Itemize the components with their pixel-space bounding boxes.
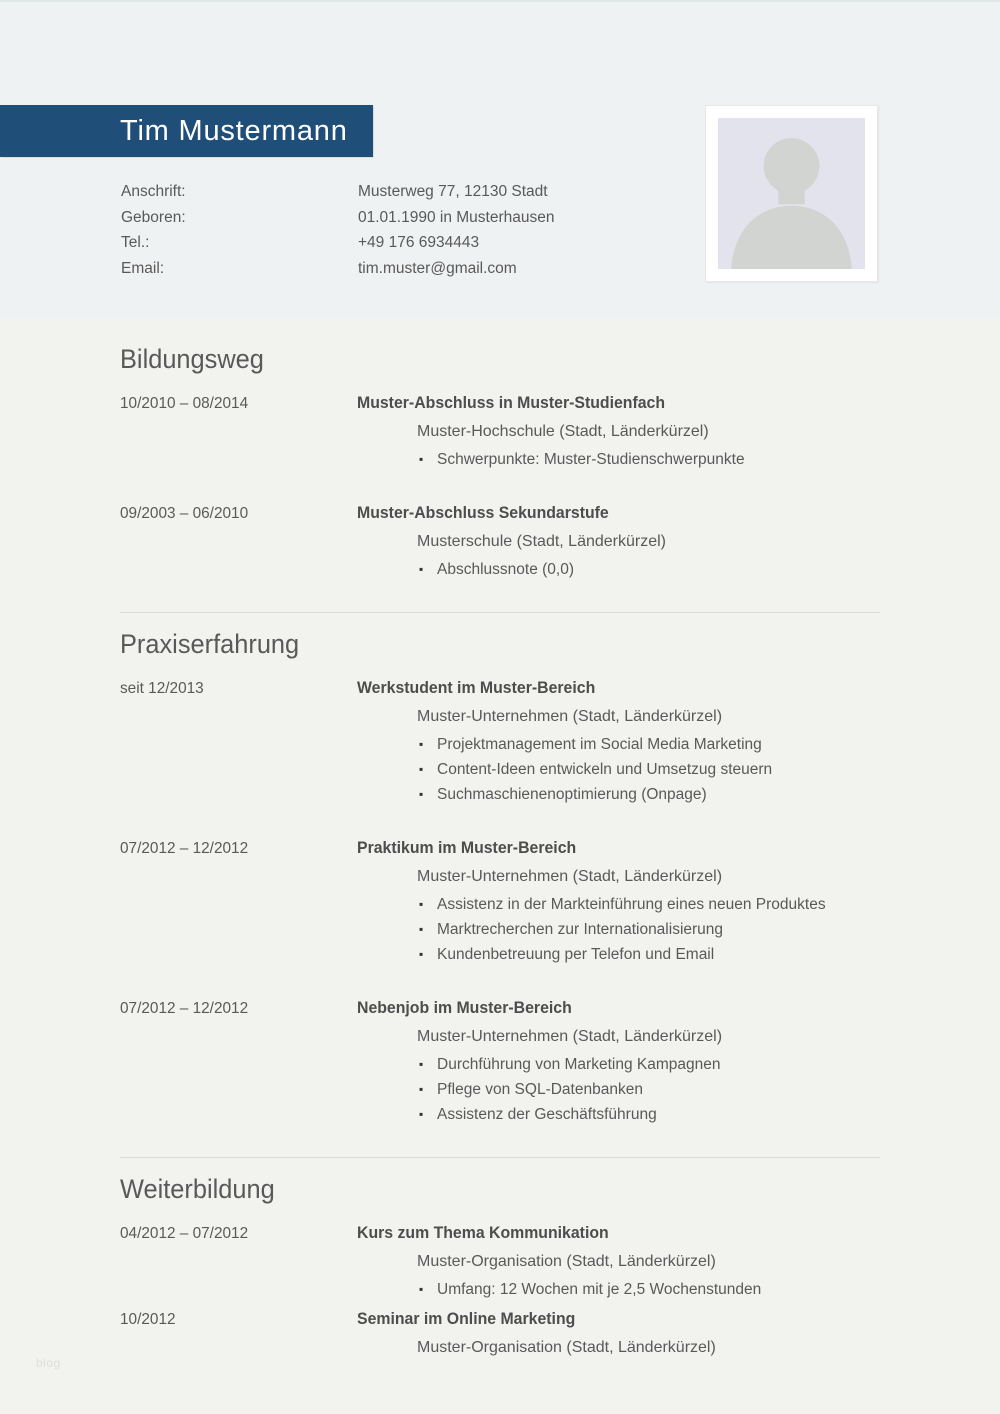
entry-bullet: ▪ Suchmaschienenoptimierung (Onpage) <box>419 782 880 807</box>
entry-title: Muster-Abschluss in Muster-Studienfach <box>357 394 666 412</box>
section-praxiserfahrung <box>0 625 1000 1127</box>
entry-bullet: ▪ Durchführung von Marketing Kampagnen <box>419 1052 880 1077</box>
section-divider <box>120 612 880 613</box>
section-divider <box>120 1157 880 1158</box>
profile-photo-placeholder <box>718 118 865 269</box>
entry-bullet: ▪ Kundenbetreuung per Telefon und Email <box>419 942 880 967</box>
contact-block <box>121 179 554 281</box>
watermark-text: blog <box>36 1356 61 1370</box>
contact-label: Email: <box>121 259 165 277</box>
entry-bullet-list <box>419 557 880 582</box>
cv-entry <box>120 1222 880 1302</box>
contact-row-email <box>121 256 554 282</box>
entry-organization: Muster-Unternehmen (Stadt, Länderkürzel) <box>417 868 723 885</box>
section-title: Praxiserfahrung <box>120 629 300 659</box>
entry-body <box>357 1222 880 1302</box>
entry-bullet: ▪ Schwerpunkte: Muster-Studienschwerpunkte <box>419 447 880 472</box>
contact-label: Geboren: <box>121 208 186 226</box>
entry-organization: Muster-Organisation (Stadt, Länderkürzel) <box>417 1253 716 1270</box>
entry-bullet: ▪ Marktrecherchen zur Internationalisierung <box>419 917 880 942</box>
entry-body <box>357 837 880 967</box>
entry-date: 04/2012 – 07/2012 <box>120 1225 249 1242</box>
entry-bullet: ▪ Assistenz der Geschäftsführung <box>419 1102 880 1127</box>
entry-title: Praktikum im Muster-Bereich <box>357 839 577 857</box>
entry-date: 10/2010 – 08/2014 <box>120 395 249 412</box>
entry-body <box>357 677 880 807</box>
entry-date: 09/2003 – 06/2010 <box>120 505 249 522</box>
entry-body <box>357 392 880 472</box>
contact-row-birth <box>121 205 554 231</box>
person-name: Tim Mustermann <box>120 114 348 147</box>
contact-label: Tel.: <box>121 234 150 251</box>
entry-bullet: ▪ Content-Ideen entwickeln und Umsetzug steuern <box>419 757 880 782</box>
entry-bullet-list <box>419 1052 880 1127</box>
entry-bullet-list <box>419 732 880 807</box>
entry-body <box>357 997 880 1127</box>
cv-entry <box>120 1308 880 1363</box>
cv-header <box>0 2 1000 318</box>
entry-bullet: ▪ Umfang: 12 Wochen mit je 2,5 Wochenstunden <box>419 1277 880 1302</box>
name-band <box>0 105 373 157</box>
sections <box>0 340 1000 1369</box>
contact-value: tim.muster@gmail.com <box>358 259 517 277</box>
entry-body <box>357 502 880 582</box>
entry-title: Muster-Abschluss Sekundarstufe <box>357 504 609 522</box>
entry-organization: Muster-Hochschule (Stadt, Länderkürzel) <box>417 423 709 440</box>
cv-entry <box>120 677 880 807</box>
entry-date: seit 12/2013 <box>120 680 204 697</box>
entry-title: Seminar im Online Marketing <box>357 1310 576 1328</box>
cv-entry <box>120 502 880 582</box>
person-silhouette-icon <box>718 118 865 269</box>
entry-organization: Muster-Organisation (Stadt, Länderkürzel) <box>417 1339 716 1356</box>
entry-bullet-list <box>419 892 880 967</box>
entry-bullet: ▪ Projektmanagement im Social Media Marketing <box>419 732 880 757</box>
cv-entry <box>120 837 880 967</box>
entry-organization: Muster-Unternehmen (Stadt, Länderkürzel) <box>417 1028 723 1045</box>
section-title: Weiterbildung <box>120 1174 275 1204</box>
cv-entry <box>120 997 880 1127</box>
entry-organization: Musterschule (Stadt, Länderkürzel) <box>417 533 666 550</box>
entry-date: 07/2012 – 12/2012 <box>120 840 249 857</box>
section-bildungsweg <box>0 340 1000 582</box>
entry-body <box>357 1308 880 1363</box>
contact-label: Anschrift: <box>121 183 186 200</box>
entry-bullet: ▪ Pflege von SQL-Datenbanken <box>419 1077 880 1102</box>
section-title: Bildungsweg <box>120 344 264 374</box>
entry-bullet: ▪ Abschlussnote (0,0) <box>419 557 880 582</box>
entry-bullet: ▪ Assistenz in der Markteinführung eines neuen Produktes <box>419 892 880 917</box>
contact-row-phone <box>121 230 554 256</box>
entry-title: Kurs zum Thema Kommunikation <box>357 1224 609 1242</box>
contact-value: +49 176 6934443 <box>358 234 480 251</box>
contact-row-address <box>121 179 554 205</box>
photo-frame <box>705 105 878 282</box>
entry-title: Werkstudent im Muster-Bereich <box>357 679 596 697</box>
section-weiterbildung <box>0 1170 1000 1363</box>
entry-date: 07/2012 – 12/2012 <box>120 1000 249 1017</box>
entry-organization: Muster-Unternehmen (Stadt, Länderkürzel) <box>417 708 723 725</box>
cv-entry <box>120 392 880 472</box>
entry-bullet-list <box>419 447 880 472</box>
entry-date: 10/2012 <box>120 1311 176 1328</box>
contact-value: 01.01.1990 in Musterhausen <box>358 208 555 226</box>
entry-bullet-list <box>419 1277 880 1302</box>
entry-title: Nebenjob im Muster-Bereich <box>357 999 572 1017</box>
contact-value: Musterweg 77, 12130 Stadt <box>358 183 548 200</box>
